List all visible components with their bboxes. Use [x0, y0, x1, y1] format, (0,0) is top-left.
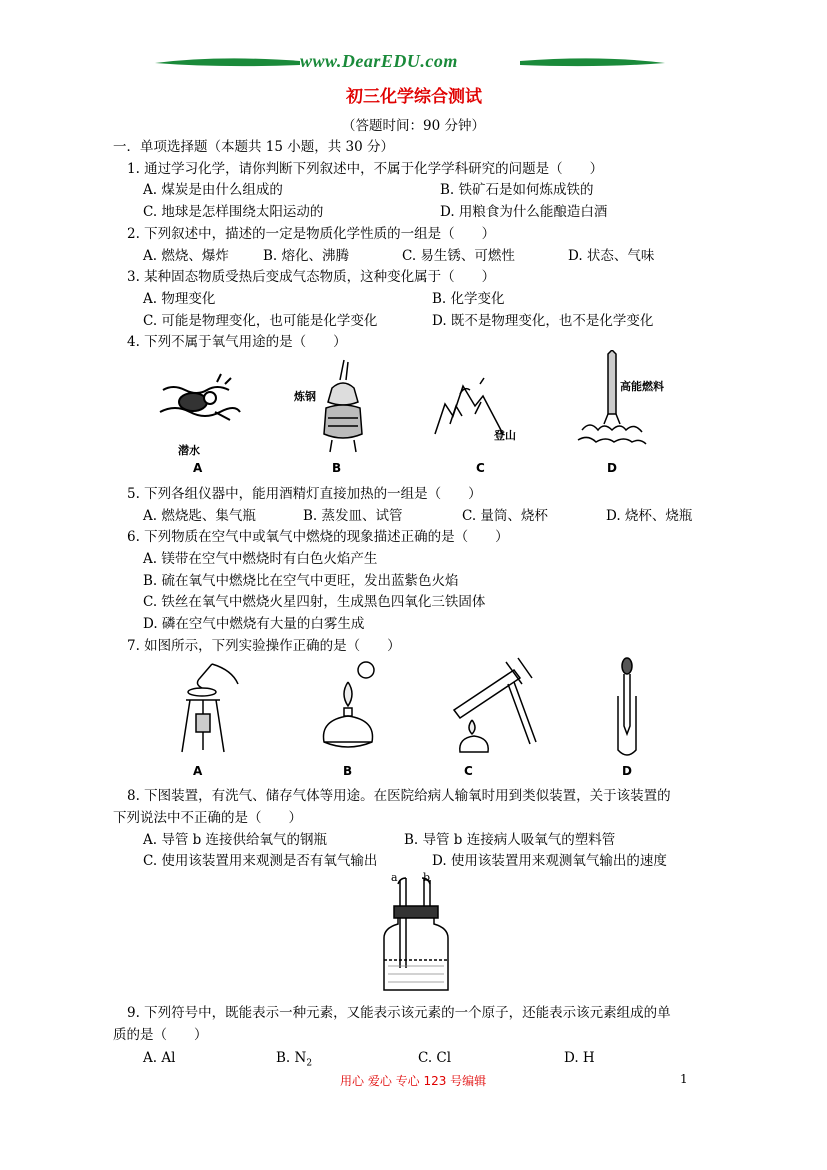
question-6-option-d: D. 磷在空气中燃烧有大量的白雾生成	[143, 616, 365, 632]
question-1-option-b: B. 铁矿石是如何炼成铁的	[440, 182, 594, 198]
section-heading: 一．单项选择题（本题共 15 小题，共 30 分）	[113, 139, 395, 155]
option-b-subscript: 2	[306, 1058, 313, 1069]
question-2-stem: 2. 下列叙述中，描述的一定是物质化学性质的一组是（ ）	[127, 226, 496, 242]
question-5-option-d: D. 烧杯、烧瓶	[606, 508, 693, 524]
question-7-stem: 7. 如图所示，下列实验操作正确的是（ ）	[127, 638, 401, 654]
test-tube-heating-illustration	[448, 654, 538, 758]
banner-url: www.DearEDU.com	[300, 51, 458, 71]
alcohol-lamp-illustration	[318, 660, 380, 758]
question-2-option-d: D. 状态、气味	[568, 248, 655, 264]
page-title: 初三化学综合测试	[346, 87, 482, 107]
steelmaking-illustration	[318, 358, 368, 458]
q4-caption-a: A	[193, 461, 203, 475]
q7-caption-c: C	[464, 764, 473, 778]
climbing-label: 登山	[494, 429, 516, 442]
page-number: 1	[680, 1072, 688, 1086]
question-3-stem: 3. 某种固态物质受热后变成气态物质，这种变化属于（ ）	[127, 269, 496, 285]
question-5-option-c: C. 量筒、烧杯	[462, 508, 548, 524]
evaporation-illustration	[172, 662, 242, 758]
tube-b-label: b	[423, 871, 431, 884]
question-8-option-a: A. 导管 b 连接供给氧气的钢瓶	[143, 832, 328, 848]
question-6-option-c: C. 铁丝在氧气中燃烧火星四射，生成黑色四氧化三铁固体	[143, 594, 486, 610]
question-6-option-a: A. 镁带在空气中燃烧时有白色火焰产生	[143, 551, 378, 567]
question-9-option-d: D. H	[564, 1050, 595, 1066]
question-5-stem: 5. 下列各组仪器中，能用酒精灯直接加热的一组是（ ）	[127, 486, 482, 502]
question-5-option-b: B. 蒸发皿、试管	[303, 508, 403, 524]
question-8-stem-line2: 下列说法中不正确的是（ ）	[113, 810, 302, 826]
question-5-option-a: A. 燃烧匙、集气瓶	[143, 508, 256, 524]
question-4-stem: 4. 下列不属于氧气用途的是（ ）	[127, 334, 347, 350]
dropper-illustration	[612, 656, 642, 760]
q7-caption-a: A	[193, 764, 203, 778]
question-9-option-c: C. Cl	[418, 1050, 452, 1066]
question-3-option-c: C. 可能是物理变化，也可能是化学变化	[143, 313, 378, 329]
question-8-option-c: C. 使用该装置用来观测是否有氧气输出	[143, 853, 378, 869]
q7-caption-b: B	[343, 764, 353, 778]
question-9-stem-line2: 质的是（ ）	[113, 1027, 208, 1043]
time-note: （答题时间：90 分钟）	[342, 118, 485, 134]
rocket-label: 高能燃料	[620, 380, 664, 393]
question-1-option-a: A. 煤炭是由什么组成的	[143, 182, 283, 198]
question-9-stem-line1: 9. 下列符号中，既能表示一种元素，又能表示该元素的一个原子，还能表示该元素组成的单	[127, 1005, 671, 1021]
q4-caption-b: B	[332, 461, 342, 475]
diving-label: 潜水	[178, 444, 200, 457]
footer-text: 用心 爱心 专心 123 号编辑	[340, 1074, 487, 1088]
tube-a-label: a	[391, 871, 398, 884]
q4-caption-d: D	[607, 461, 617, 475]
question-1-option-c: C. 地球是怎样围绕太阳运动的	[143, 204, 324, 220]
question-2-option-a: A. 燃烧、爆炸	[143, 248, 229, 264]
question-9-option-b	[276, 1049, 312, 1073]
question-1-stem: 1. 通过学习化学，请你判断下列叙述中，不属于化学学科研究的问题是（ ）	[127, 161, 604, 177]
gas-washing-bottle	[380, 870, 454, 998]
question-9-option-a: A. Al	[143, 1050, 176, 1066]
question-8-stem-line1: 8. 下图装置，有洗气、储存气体等用途。在医院给病人输氧时用到类似装置，关于该装置的	[127, 788, 671, 804]
q4-caption-c: C	[476, 461, 485, 475]
question-2-option-b: B. 熔化、沸腾	[263, 248, 350, 264]
steelmaking-label: 炼钢	[294, 390, 316, 403]
question-6-option-b: B. 硫在氧气中燃烧比在空气中更旺，发出蓝紫色火焰	[143, 573, 459, 589]
question-2-option-c: C. 易生锈、可燃性	[402, 248, 515, 264]
question-3-option-d: D. 既不是物理变化，也不是化学变化	[432, 313, 654, 329]
question-8-option-b: B. 导管 b 连接病人吸氧气的塑料管	[404, 832, 616, 848]
question-6-stem: 6. 下列物质在空气中或氧气中燃烧的现象描述正确的是（ ）	[127, 529, 509, 545]
diving-illustration	[155, 372, 245, 432]
question-1-option-d: D. 用粮食为什么能酿造白酒	[440, 204, 608, 220]
question-3-option-b: B. 化学变化	[432, 291, 505, 307]
option-b-symbol: B. N	[276, 1050, 307, 1066]
question-8-option-d: D. 使用该装置用来观测氧气输出的速度	[432, 853, 667, 869]
question-3-option-a: A. 物理变化	[143, 291, 216, 307]
q7-caption-d: D	[622, 764, 632, 778]
rocket-illustration	[572, 350, 652, 450]
